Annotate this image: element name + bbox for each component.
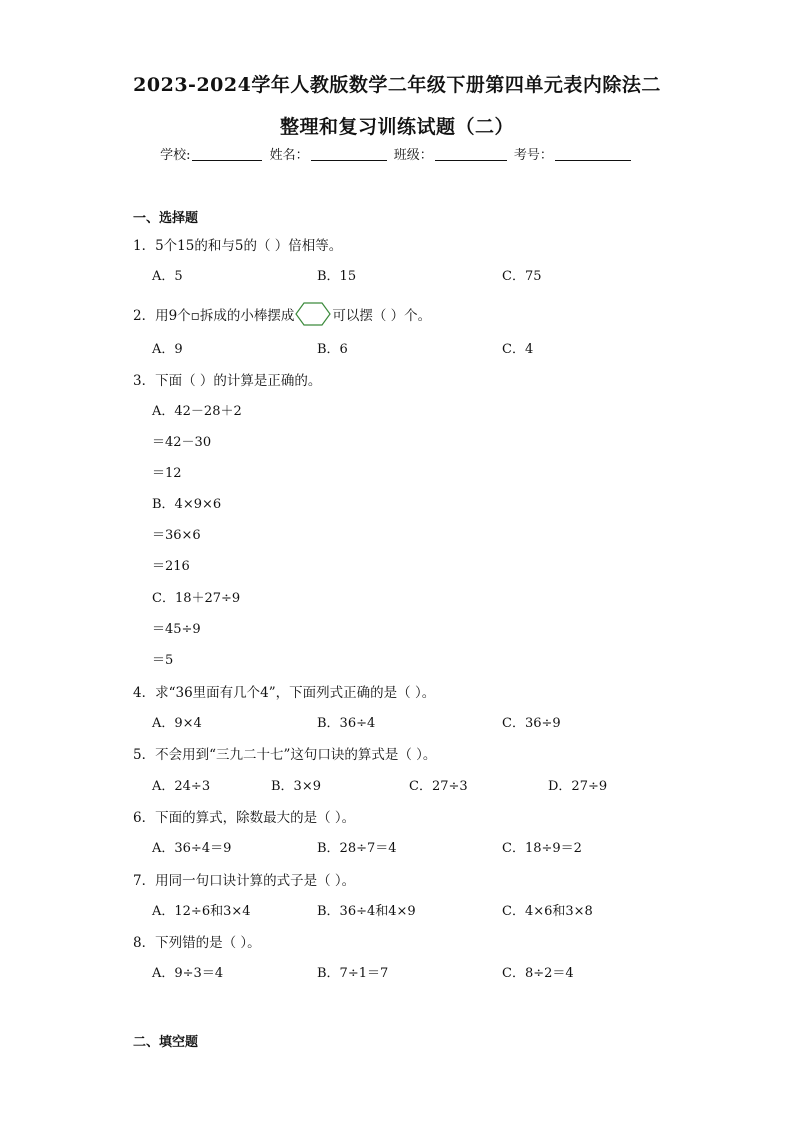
student-info [0,144,794,163]
q3-line: ＝36×6 [152,528,201,543]
exam-no-blank[interactable] [555,146,631,161]
q2-option-c[interactable]: C．4 [502,342,534,357]
q4-option-a[interactable]: A．9×4 [152,716,202,731]
question-6: 6．下面的算式，除数最大的是（ ）。 [133,810,356,826]
q5-option-c[interactable]: C．27÷3 [409,779,468,794]
q3-line: ＝12 [152,466,182,481]
q7-option-c[interactable]: C．4×6和3×8 [502,904,593,919]
q6-option-a[interactable]: A．36÷4＝9 [152,841,232,856]
q5-option-d[interactable]: D．27÷9 [548,779,608,794]
name-label: 姓名： [269,148,309,163]
question-5: 5．不会用到“三九二十七”这句口诀的算式是（ ）。 [133,747,437,763]
q2-stem-pre: 2．用9个▫拆成的小棒摆成 [133,308,295,324]
school-blank[interactable] [192,146,262,161]
q3-option-c[interactable]: C．18＋27÷9 [152,591,241,606]
q6-option-b[interactable]: B．28÷7＝4 [317,841,397,856]
q8-option-b[interactable]: B．7÷1＝7 [317,966,389,981]
q3-option-b[interactable]: B．4×9×6 [152,497,222,512]
q2-option-a[interactable]: A．9 [152,342,183,357]
q3-line: ＝42－30 [152,435,212,450]
q4-option-c[interactable]: C．36÷9 [502,716,561,731]
section-heading-fill: 二、填空题 [133,1035,199,1050]
q8-option-c[interactable]: C．8÷2＝4 [502,966,574,981]
question-3: 3．下面（ ）的计算是正确的。 [133,373,322,389]
q7-option-b[interactable]: B．36÷4和4×9 [317,904,416,919]
exam-no-label: 考号： [513,148,553,163]
q3-line: ＝45÷9 [152,622,201,637]
q1-option-c[interactable]: C．75 [502,269,542,284]
question-4: 4．求“36里面有几个4”，下面列式正确的是（ ）。 [133,685,436,701]
page-title-line1: 2023-2024学年人教版数学二年级下册第四单元表内除法二 [133,74,661,96]
q2-stem-post: 可以摆（ ）个。 [332,308,432,324]
question-8: 8．下列错的是（ ）。 [133,935,261,951]
q3-line: ＝5 [152,653,174,668]
section-heading-choice: 一、选择题 [133,211,199,226]
q3-option-a[interactable]: A．42－28＋2 [152,404,242,419]
q5-option-a[interactable]: A．24÷3 [152,779,211,794]
page-title-line2: 整理和复习训练试题（二） [279,116,514,138]
hexagon-icon [295,302,331,326]
question-2 [133,302,431,326]
q3-line: ＝216 [152,559,190,574]
q1-option-a[interactable]: A．5 [152,269,183,284]
q2-option-b[interactable]: B．6 [317,342,348,357]
school-label: 学校: [160,148,191,163]
question-7: 7．用同一句口诀计算的式子是（ ）。 [133,873,356,889]
q4-option-b[interactable]: B．36÷4 [317,716,376,731]
class-label: 班级： [393,148,433,163]
q8-option-a[interactable]: A．9÷3＝4 [152,966,224,981]
q7-option-a[interactable]: A．12÷6和3×4 [152,904,251,919]
q1-option-b[interactable]: B．15 [317,269,357,284]
q5-option-b[interactable]: B．3×9 [271,779,321,794]
question-1: 1．5个15的和与5的（ ）倍相等。 [133,238,343,254]
class-blank[interactable] [435,146,507,161]
name-blank[interactable] [311,146,387,161]
q6-option-c[interactable]: C．18÷9＝2 [502,841,582,856]
